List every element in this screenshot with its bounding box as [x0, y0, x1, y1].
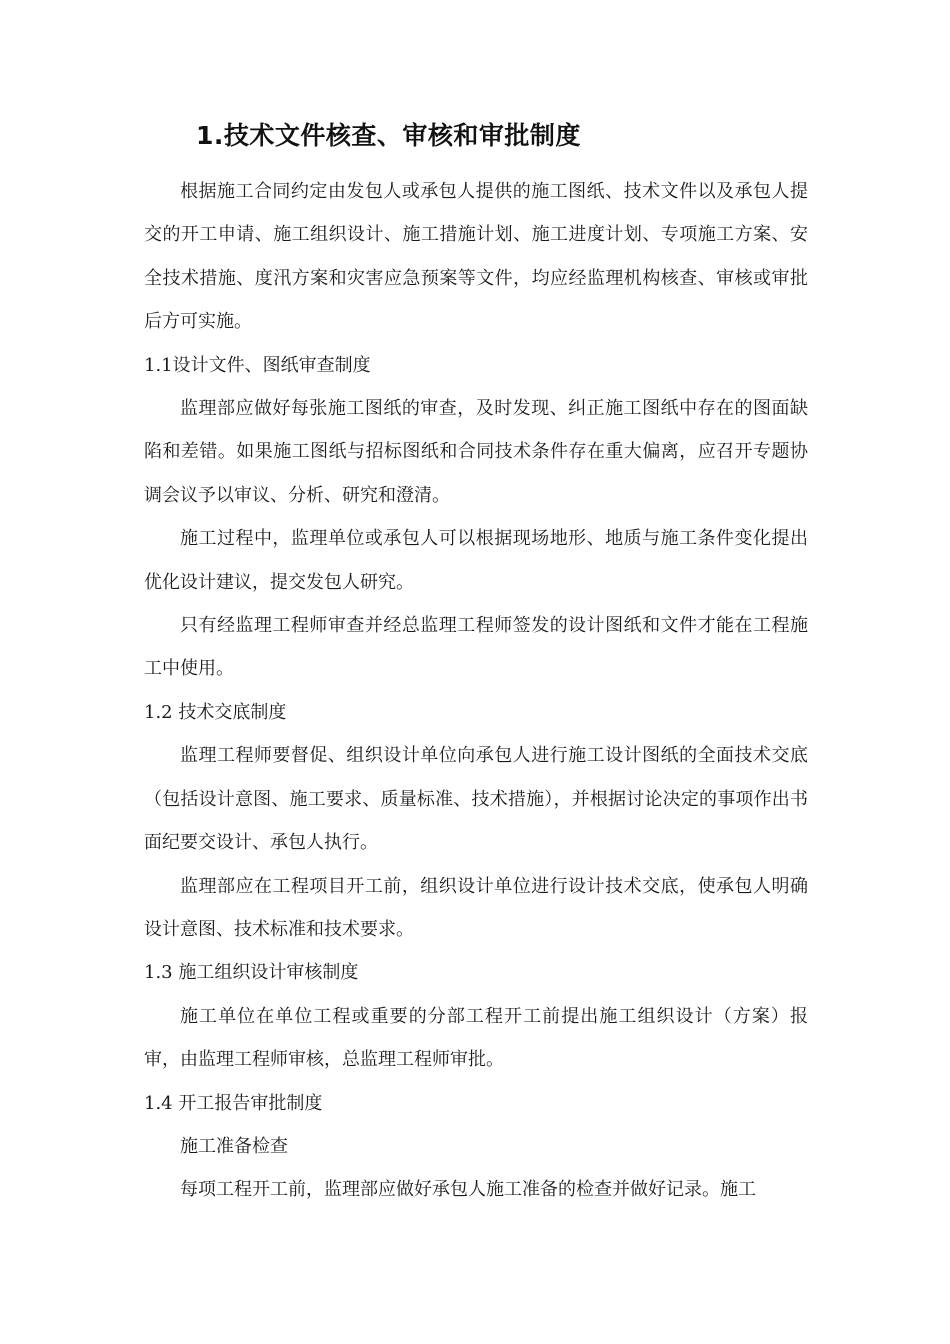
- paragraph-design-disclosure: 监理部应在工程项目开工前，组织设计单位进行设计技术交底，使承包人明确设计意图、技术标准和技术要求。: [144, 875, 808, 940]
- document-body: [144, 170, 808, 1212]
- section-heading-1-4: 1.4 开工报告审批制度: [144, 1092, 323, 1114]
- section-heading-1-1: 1.1设计文件、图纸审查制度: [144, 354, 371, 376]
- paragraph-drawing-review: 监理部应做好每张施工图纸的审查，及时发现、纠正施工图纸中存在的图面缺陷和差错。如果施工图纸与招标图纸和合同技术条件存在重大偏离，应召开专题协调会议予以审议、分析、研究和澄清。: [144, 398, 808, 506]
- paragraph-technical-disclosure: 监理工程师要督促、组织设计单位向承包人进行施工设计图纸的全面技术交底（包括设计意图、施工要求、质量标准、技术措施），并根据讨论决定的事项作出书面纪要交设计、承包人执行。: [144, 745, 808, 854]
- intro-paragraph: 根据施工合同约定由发包人或承包人提供的施工图纸、技术文件以及承包人提交的开工申请、施工组织设计、施工措施计划、施工进度计划、专项施工方案、安全技术措施、度汛方案和灾害应急预案等文件，均应经监理机构核查、审核或审批后方可实施。: [144, 181, 808, 333]
- paragraph-construction-plan: 施工单位在单位工程或重要的分部工程开工前提出施工组织设计（方案）报审，由监理工程师审核，总监理工程师审批。: [144, 1005, 808, 1071]
- paragraph-approved-drawings: 只有经监理工程师审查并经总监理工程师签发的设计图纸和文件才能在工程施工中使用。: [144, 615, 808, 680]
- subheading-preparation-check: 施工准备检查: [180, 1135, 288, 1157]
- document-title: 1.技术文件核查、审核和审批制度: [196, 121, 581, 150]
- paragraph-optimization: 施工过程中，监理单位或承包人可以根据现场地形、地质与施工条件变化提出优化设计建议，提交发包人研究。: [144, 528, 808, 593]
- section-heading-1-3: 1.3 施工组织设计审核制度: [144, 962, 359, 984]
- paragraph-preparation-check: 每项工程开工前，监理部应做好承包人施工准备的检查并做好记录。施工: [180, 1179, 756, 1201]
- section-heading-1-2: 1.2 技术交底制度: [144, 701, 287, 723]
